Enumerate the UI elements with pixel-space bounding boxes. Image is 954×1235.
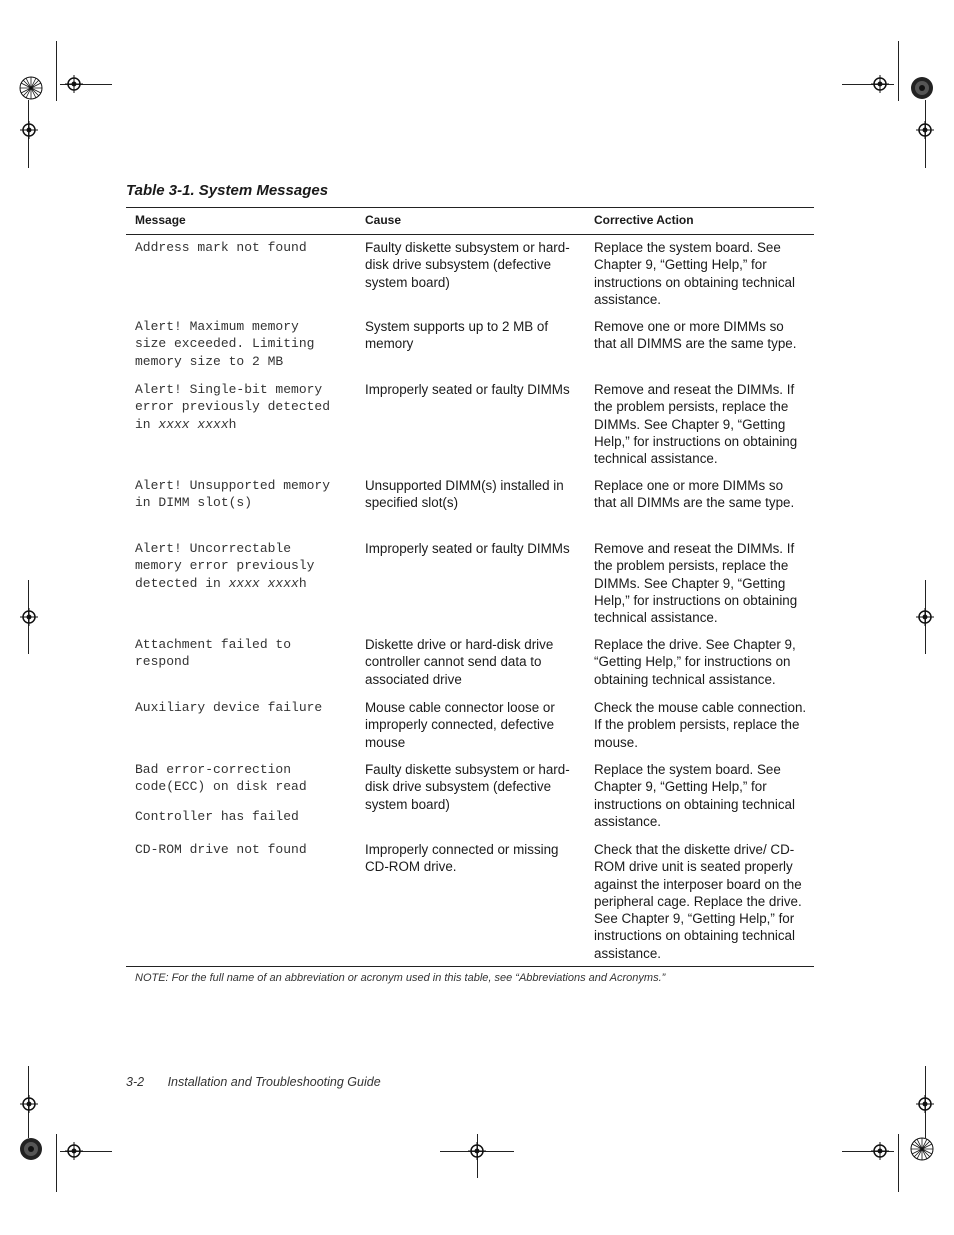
message-cell: [135, 318, 355, 370]
message-text: detected in: [135, 575, 229, 591]
message-line: Bad error-correction: [135, 762, 292, 777]
message-line: memory error previously: [135, 558, 315, 574]
cause-cell: Improperly seated or faulty DIMMs: [365, 541, 570, 556]
message-line: size exceeded. Limiting: [135, 336, 315, 352]
registration-mark-icon: [916, 121, 934, 139]
message-line: error previously detected: [135, 399, 331, 415]
message-text: in: [135, 416, 159, 432]
registration-mark-icon: [20, 1095, 38, 1113]
message-line: Alert! Unsupported memory: [135, 478, 331, 493]
message-cell: [135, 239, 355, 256]
book-title: Installation and Troubleshooting Guide: [167, 1075, 381, 1089]
address-placeholder: xxxx xxxx: [228, 575, 299, 591]
message-line: Alert! Uncorrectable: [135, 541, 292, 556]
registration-mark-icon: [916, 1095, 934, 1113]
message-line: Address mark not found: [135, 240, 307, 255]
registration-mark-icon: [20, 121, 38, 139]
message-cell: [135, 636, 355, 671]
header-corrective-action: Corrective Action: [594, 213, 694, 227]
page-footer: [126, 1075, 381, 1089]
message-line: Auxiliary device failure: [135, 700, 323, 715]
page-number: 3-2: [126, 1075, 145, 1089]
corrective-action-cell: Replace the drive. See Chapter 9, “Getting Help,” for instructions on obtaining technical assistance.: [594, 637, 796, 687]
registration-mark-icon: [916, 608, 934, 626]
starburst-target-icon: [19, 76, 43, 100]
cause-cell: Improperly connected or missing CD-ROM drive.: [365, 842, 559, 875]
registration-mark-icon: [65, 75, 83, 93]
message-line: Attachment failed to: [135, 637, 292, 652]
table-bottom-rule: [126, 966, 814, 967]
registration-mark-icon: [871, 1142, 889, 1160]
message-line: [135, 575, 355, 592]
dark-target-icon: [910, 76, 934, 100]
message-cell: [135, 699, 355, 716]
message-line: Alert! Single-bit memory: [135, 382, 323, 397]
corrective-action-cell: Check the mouse cable connection. If the problem persists, replace the mouse.: [594, 700, 807, 750]
corrective-action-cell: Replace one or more DIMMs so that all DIMMs are the same type.: [594, 478, 795, 511]
cause-cell: System supports up to 2 MB of memory: [365, 319, 549, 352]
message-text: h: [228, 416, 237, 432]
header-bottom-rule: [126, 234, 814, 235]
cause-cell: Diskette drive or hard-disk drive controller cannot send data to associated drive: [365, 637, 554, 687]
message-cell: [135, 381, 355, 433]
message-line: CD-ROM drive not found: [135, 842, 307, 857]
cause-cell: Faulty diskette subsystem or hard-disk drive subsystem (defective system board): [365, 762, 570, 812]
cause-cell: Unsupported DIMM(s) installed in specified slot(s): [365, 478, 564, 511]
cause-cell: Faulty diskette subsystem or hard-disk drive subsystem (defective system board): [365, 240, 570, 290]
corrective-action-cell: Remove one or more DIMMs so that all DIMMS are the same type.: [594, 319, 797, 352]
message-cell: [135, 477, 355, 512]
header-message: Message: [135, 213, 186, 227]
message-line: [135, 416, 355, 433]
table-note: NOTE: For the full name of an abbreviation or acronym used in this table, see “Abbreviations and Acronyms.”: [135, 972, 666, 984]
message-line: respond: [135, 654, 190, 670]
address-placeholder: xxxx xxxx: [158, 416, 229, 432]
corrective-action-cell: Replace the system board. See Chapter 9, “Getting Help,” for instructions on obtaining technical assistance.: [594, 762, 795, 829]
registration-mark-icon: [468, 1142, 486, 1160]
message-cell: [135, 540, 355, 592]
message-line: memory size to 2 MB: [135, 353, 284, 369]
dark-target-icon: [19, 1137, 43, 1161]
message-line: in DIMM slot(s): [135, 495, 253, 511]
registration-mark-icon: [871, 75, 889, 93]
registration-mark-icon: [65, 1142, 83, 1160]
message-cell: [135, 761, 355, 825]
registration-mark-icon: [20, 608, 38, 626]
starburst-target-icon: [910, 1137, 934, 1161]
message-line: code(ECC) on disk read: [135, 779, 307, 795]
corrective-action-cell: Check that the diskette drive/ CD-ROM drive unit is seated properly against the interposer board on the peripheral cage. Replace the drive. See Chapter 9, “Getting Help,” for instructions on obtaining technical assistance.: [594, 842, 802, 961]
corrective-action-cell: Remove and reseat the DIMMs. If the problem persists, replace the DIMMs. See Chapter 9, “Getting Help,” for instructions on obtaining technical assistance.: [594, 382, 798, 467]
header-cause: Cause: [365, 213, 402, 227]
table-top-rule: [126, 207, 814, 208]
message-line: Alert! Maximum memory: [135, 319, 299, 334]
cause-cell: Mouse cable connector loose or improperly connected, defective mouse: [365, 700, 555, 750]
message-line: Controller has failed: [135, 808, 299, 824]
message-text: h: [298, 575, 307, 591]
table-title: Table 3-1. System Messages: [126, 182, 329, 199]
corrective-action-cell: Replace the system board. See Chapter 9, “Getting Help,” for instructions on obtaining technical assistance.: [594, 240, 795, 307]
message-cell: [135, 841, 355, 858]
cause-cell: Improperly seated or faulty DIMMs: [365, 382, 570, 397]
corrective-action-cell: Remove and reseat the DIMMs. If the problem persists, replace the DIMMs. See Chapter 9, “Getting Help,” for instructions on obtaining technical assistance.: [594, 541, 798, 626]
